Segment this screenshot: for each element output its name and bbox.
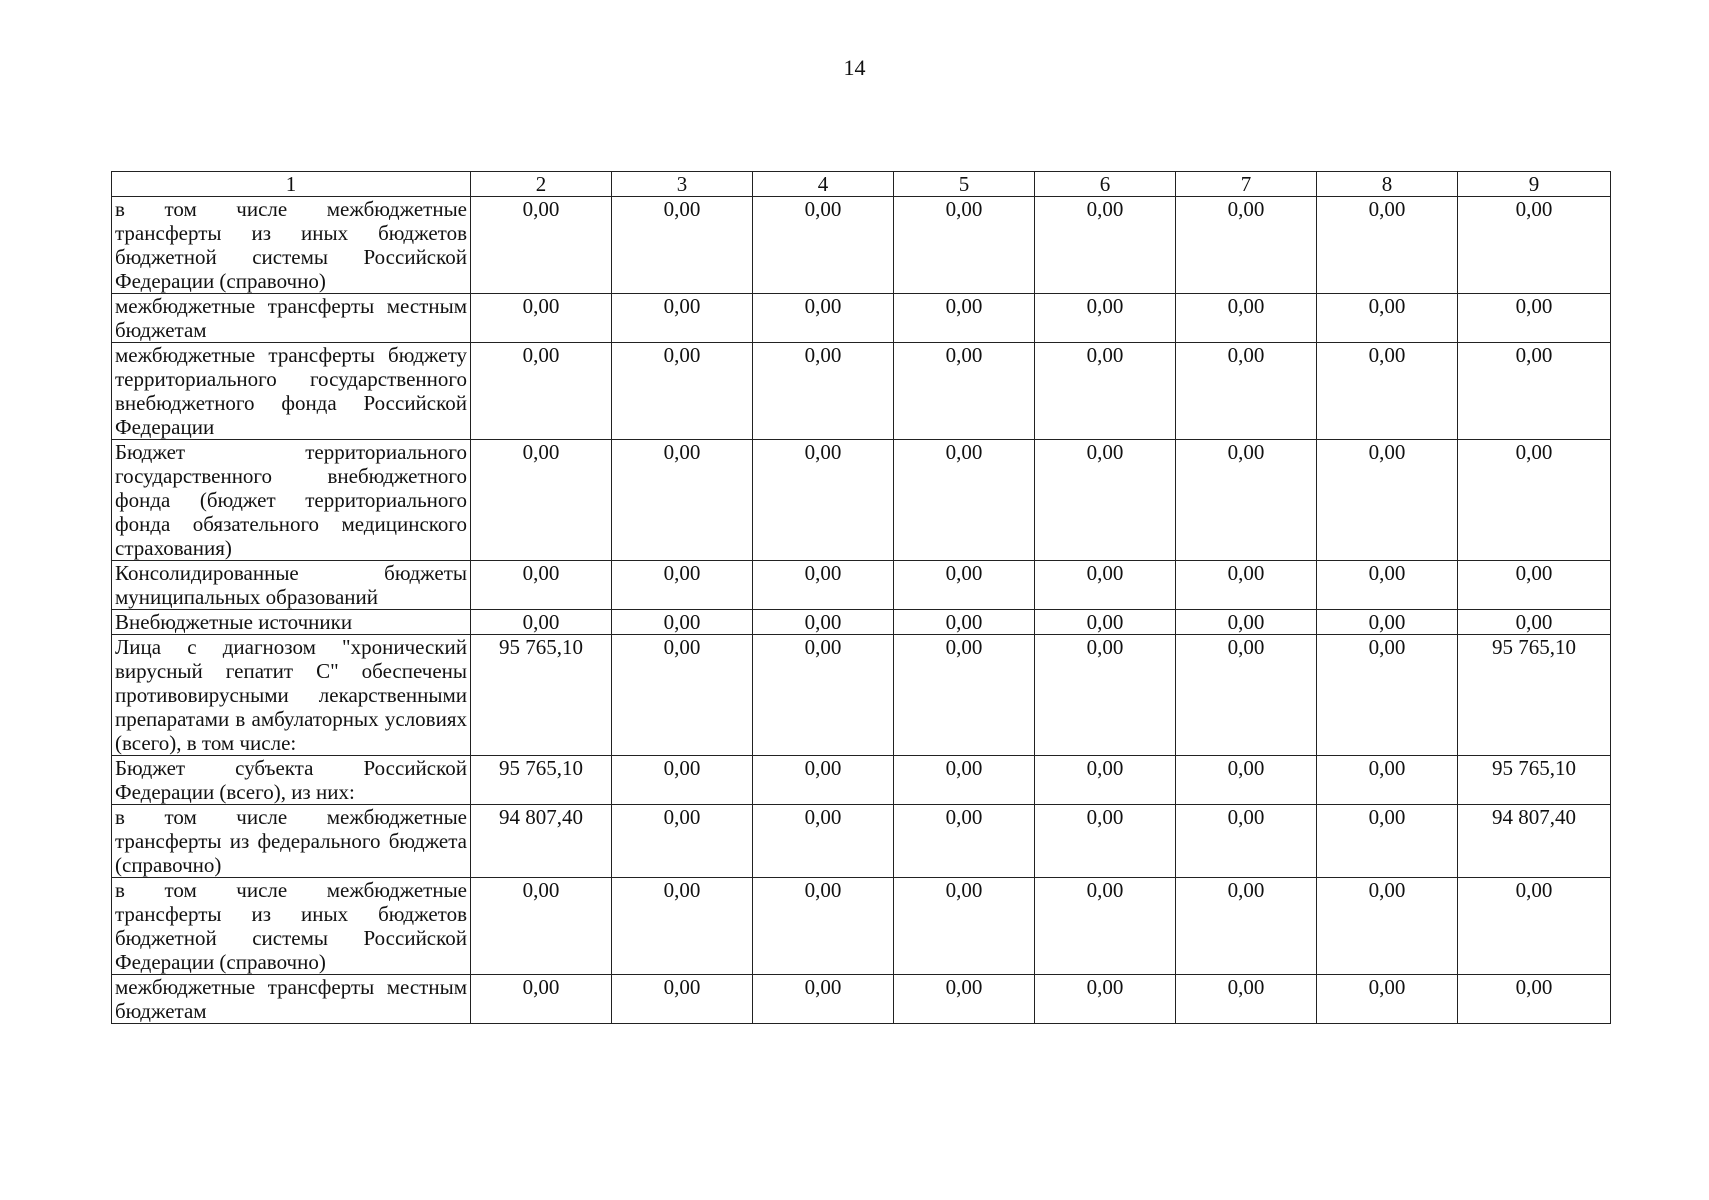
value-cell: 94 807,40 (1458, 805, 1611, 878)
value-cell: 0,00 (1035, 561, 1176, 610)
value-cell: 0,00 (471, 610, 612, 635)
value-cell: 0,00 (894, 440, 1035, 561)
row-label: межбюджетные трансферты местным бюджетам (112, 294, 471, 343)
table-row (112, 610, 1611, 635)
value-cell: 0,00 (1035, 343, 1176, 440)
value-cell: 0,00 (1035, 975, 1176, 1024)
value-cell: 0,00 (1458, 440, 1611, 561)
row-label: Лица с диагнозом "хронический вирусный гепатит С" обеспечены противовирусными лекарственными препаратами в амбулаторных условиях (всего), в том числе: (112, 635, 471, 756)
row-label: Внебюджетные источники (112, 610, 471, 635)
value-cell: 0,00 (753, 440, 894, 561)
value-cell: 0,00 (1458, 878, 1611, 975)
value-cell: 95 765,10 (471, 635, 612, 756)
value-cell: 0,00 (753, 635, 894, 756)
value-cell: 0,00 (1035, 610, 1176, 635)
value-cell: 0,00 (1035, 878, 1176, 975)
budget-table (111, 171, 1611, 1024)
value-cell: 0,00 (612, 197, 753, 294)
value-cell: 0,00 (1176, 440, 1317, 561)
value-cell: 0,00 (1035, 440, 1176, 561)
value-cell: 0,00 (753, 197, 894, 294)
column-header: 4 (753, 172, 894, 197)
table-row (112, 197, 1611, 294)
value-cell: 0,00 (1458, 975, 1611, 1024)
value-cell: 0,00 (1176, 878, 1317, 975)
value-cell: 0,00 (894, 878, 1035, 975)
column-header: 3 (612, 172, 753, 197)
column-header: 7 (1176, 172, 1317, 197)
value-cell: 0,00 (1176, 635, 1317, 756)
value-cell: 0,00 (612, 610, 753, 635)
value-cell: 0,00 (1035, 635, 1176, 756)
table-row (112, 756, 1611, 805)
row-label: межбюджетные трансферты бюджету территориального государственного внебюджетного фонда Российской Федерации (112, 343, 471, 440)
value-cell: 0,00 (1317, 343, 1458, 440)
value-cell: 0,00 (1458, 294, 1611, 343)
column-header: 2 (471, 172, 612, 197)
value-cell: 0,00 (1317, 197, 1458, 294)
value-cell: 0,00 (612, 878, 753, 975)
value-cell: 0,00 (894, 756, 1035, 805)
value-cell: 0,00 (1317, 805, 1458, 878)
value-cell: 0,00 (753, 610, 894, 635)
value-cell: 0,00 (1176, 805, 1317, 878)
value-cell: 0,00 (894, 610, 1035, 635)
value-cell: 0,00 (894, 343, 1035, 440)
table-row (112, 294, 1611, 343)
value-cell: 0,00 (894, 975, 1035, 1024)
value-cell: 0,00 (753, 294, 894, 343)
column-header: 9 (1458, 172, 1611, 197)
row-label: Бюджет субъекта Российской Федерации (всего), из них: (112, 756, 471, 805)
value-cell: 0,00 (612, 975, 753, 1024)
value-cell: 0,00 (1176, 197, 1317, 294)
table-row (112, 805, 1611, 878)
value-cell: 0,00 (471, 975, 612, 1024)
value-cell: 0,00 (894, 561, 1035, 610)
value-cell: 0,00 (1458, 561, 1611, 610)
column-header: 6 (1035, 172, 1176, 197)
value-cell: 0,00 (1176, 294, 1317, 343)
value-cell: 0,00 (1176, 610, 1317, 635)
value-cell: 0,00 (471, 561, 612, 610)
column-header: 8 (1317, 172, 1458, 197)
value-cell: 0,00 (471, 294, 612, 343)
column-header: 5 (894, 172, 1035, 197)
value-cell: 0,00 (894, 197, 1035, 294)
value-cell: 0,00 (1317, 561, 1458, 610)
value-cell: 0,00 (612, 635, 753, 756)
value-cell: 0,00 (1317, 294, 1458, 343)
table-row (112, 343, 1611, 440)
value-cell: 0,00 (1317, 440, 1458, 561)
value-cell: 0,00 (1458, 610, 1611, 635)
value-cell: 0,00 (471, 878, 612, 975)
value-cell: 0,00 (612, 561, 753, 610)
table-row (112, 635, 1611, 756)
value-cell: 0,00 (753, 805, 894, 878)
value-cell: 0,00 (1176, 343, 1317, 440)
value-cell: 0,00 (612, 440, 753, 561)
value-cell: 0,00 (612, 294, 753, 343)
table-row (112, 975, 1611, 1024)
value-cell: 0,00 (894, 635, 1035, 756)
table-row (112, 878, 1611, 975)
column-number-row (112, 172, 1611, 197)
table-row (112, 561, 1611, 610)
value-cell: 0,00 (612, 756, 753, 805)
value-cell: 0,00 (894, 805, 1035, 878)
table-row (112, 440, 1611, 561)
value-cell: 0,00 (753, 561, 894, 610)
value-cell: 0,00 (1176, 756, 1317, 805)
value-cell: 0,00 (1458, 343, 1611, 440)
row-label: в том числе межбюджетные трансферты из федерального бюджета (справочно) (112, 805, 471, 878)
value-cell: 0,00 (471, 197, 612, 294)
value-cell: 0,00 (1317, 878, 1458, 975)
value-cell: 95 765,10 (471, 756, 612, 805)
value-cell: 0,00 (1035, 756, 1176, 805)
value-cell: 0,00 (1035, 197, 1176, 294)
value-cell: 94 807,40 (471, 805, 612, 878)
value-cell: 0,00 (894, 294, 1035, 343)
table-body (112, 197, 1611, 1024)
value-cell: 0,00 (612, 805, 753, 878)
value-cell: 0,00 (1458, 197, 1611, 294)
value-cell: 0,00 (1317, 610, 1458, 635)
value-cell: 0,00 (1317, 635, 1458, 756)
value-cell: 0,00 (1176, 561, 1317, 610)
value-cell: 0,00 (1317, 975, 1458, 1024)
row-label: в том числе межбюджетные трансферты из иных бюджетов бюджетной системы Российской Федерации (справочно) (112, 197, 471, 294)
value-cell: 0,00 (753, 975, 894, 1024)
value-cell: 95 765,10 (1458, 635, 1611, 756)
value-cell: 0,00 (753, 343, 894, 440)
value-cell: 95 765,10 (1458, 756, 1611, 805)
value-cell: 0,00 (1035, 294, 1176, 343)
column-header: 1 (112, 172, 471, 197)
value-cell: 0,00 (1317, 756, 1458, 805)
value-cell: 0,00 (471, 440, 612, 561)
page-number: 14 (843, 55, 866, 80)
value-cell: 0,00 (753, 756, 894, 805)
row-label: в том числе межбюджетные трансферты из иных бюджетов бюджетной системы Российской Федерации (справочно) (112, 878, 471, 975)
row-label: Консолидированные бюджеты муниципальных образований (112, 561, 471, 610)
row-label: Бюджет территориального государственного внебюджетного фонда (бюджет территориального фонда обязательного медицинского страхования) (112, 440, 471, 561)
value-cell: 0,00 (1035, 805, 1176, 878)
row-label: межбюджетные трансферты местным бюджетам (112, 975, 471, 1024)
value-cell: 0,00 (753, 878, 894, 975)
value-cell: 0,00 (471, 343, 612, 440)
value-cell: 0,00 (612, 343, 753, 440)
value-cell: 0,00 (1176, 975, 1317, 1024)
